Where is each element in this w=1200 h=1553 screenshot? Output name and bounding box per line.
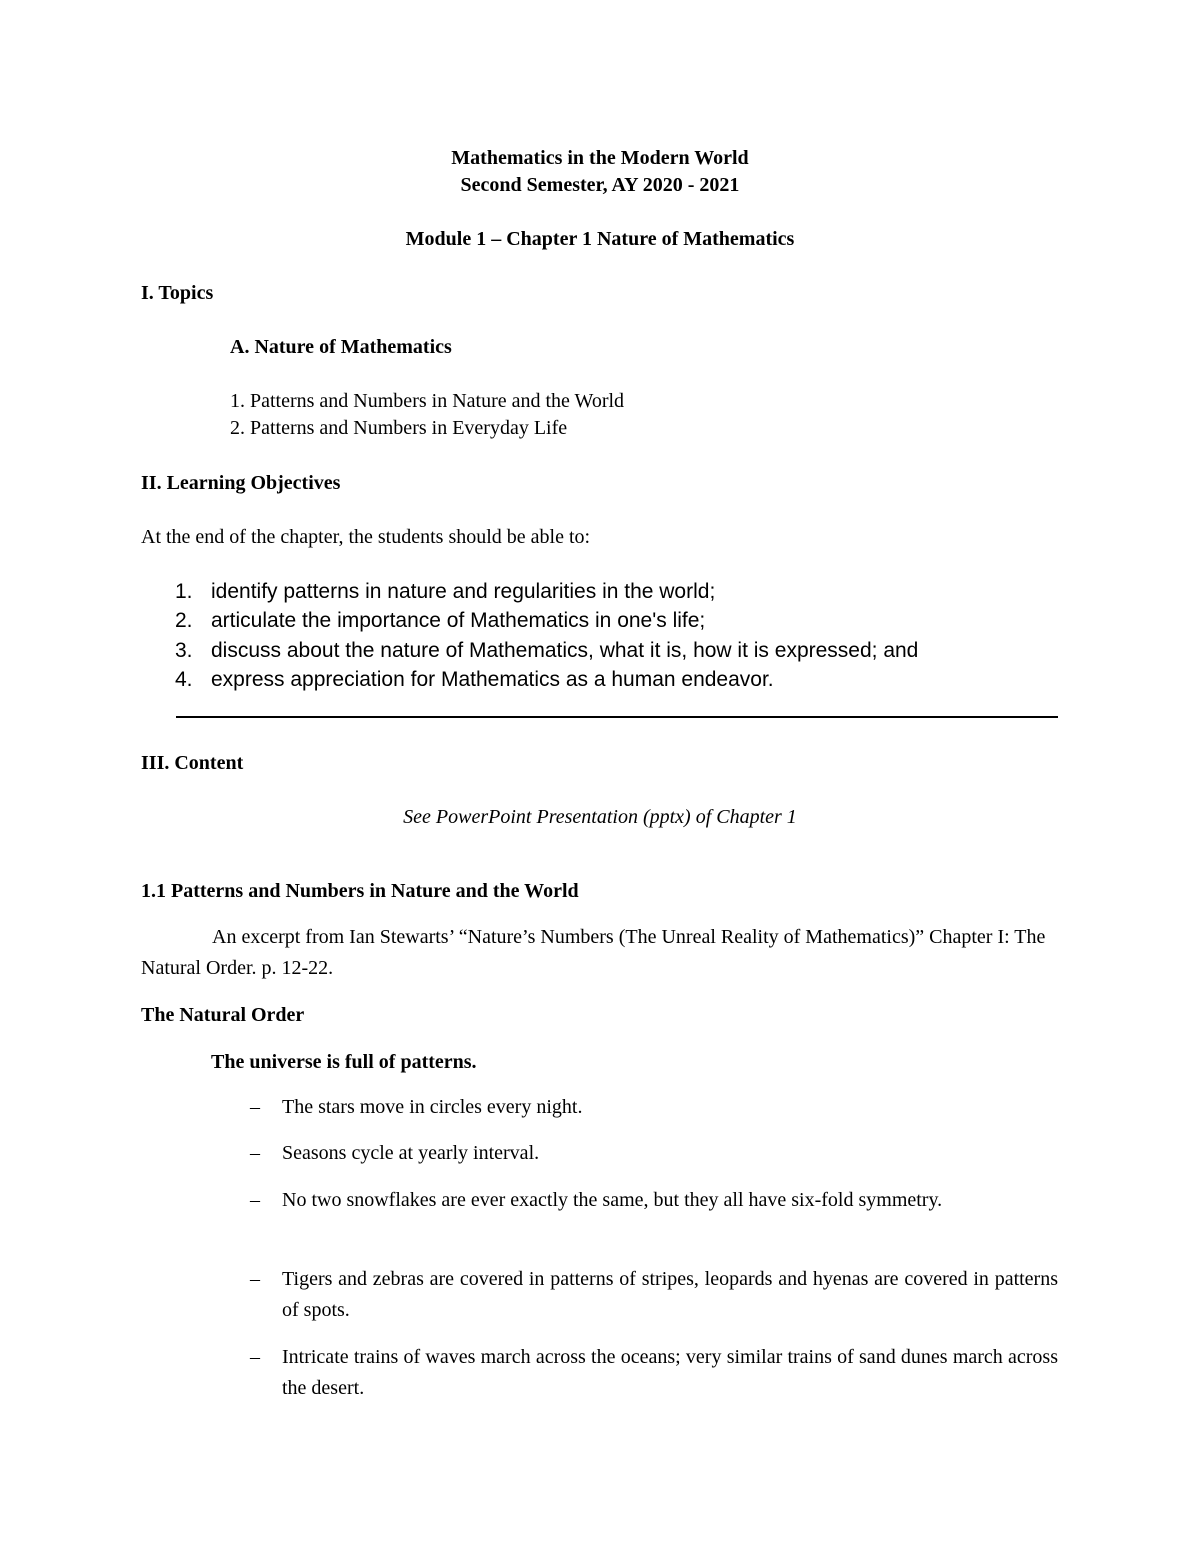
dash-marker: – [250, 1346, 260, 1368]
pattern-bullet [250, 1264, 1058, 1326]
bullet-text: Intricate trains of waves march across the oceans; very similar trains of sand dunes march across the desert. [282, 1346, 1058, 1399]
pattern-bullet [250, 1138, 1058, 1169]
topics-sub-heading: A. Nature of Mathematics [230, 336, 452, 358]
objective-text: express appreciation for Mathematics as a human endeavor. [211, 668, 774, 691]
objectives-intro: At the end of the chapter, the students should be able to: [141, 526, 591, 548]
dash-marker: – [250, 1189, 260, 1211]
objective-text: identify patterns in nature and regularities in the world; [211, 580, 716, 603]
course-title: Mathematics in the Modern World [451, 147, 749, 169]
module-title: Module 1 – Chapter 1 Nature of Mathematics [405, 228, 795, 250]
horizontal-rule [176, 716, 1058, 718]
objective-item [175, 639, 918, 663]
excerpt-paragraph: An excerpt from Ian Stewarts’ “Nature’s Numbers (The Unreal Reality of Mathematics)” Chapter I: The Natural Order. p. 12-22. [141, 926, 1046, 979]
section-heading: 1.1 Patterns and Numbers in Nature and the World [141, 880, 579, 902]
universe-heading: The universe is full of patterns. [211, 1051, 477, 1073]
objective-number: 2. [175, 609, 193, 632]
topic-item: 1. Patterns and Numbers in Nature and the World [230, 390, 625, 412]
objective-number: 1. [175, 580, 193, 603]
bullet-text: The stars move in circles every night. [282, 1096, 583, 1118]
objectives-heading: II. Learning Objectives [141, 472, 341, 494]
objective-item [175, 580, 715, 604]
bullet-text: No two snowflakes are ever exactly the same, but they all have six-fold symmetry. [282, 1189, 943, 1211]
semester-line: Second Semester, AY 2020 - 2021 [460, 174, 740, 196]
content-heading: III. Content [141, 752, 244, 774]
see-note: See PowerPoint Presentation (pptx) of Chapter 1 [403, 806, 797, 828]
topics-heading: I. Topics [141, 282, 214, 304]
dash-marker: – [250, 1268, 260, 1290]
topic-item: 2. Patterns and Numbers in Everyday Life [230, 417, 568, 439]
objective-item [175, 668, 774, 692]
natural-order-heading: The Natural Order [141, 1004, 305, 1026]
objective-number: 3. [175, 639, 193, 662]
objective-number: 4. [175, 668, 193, 691]
pattern-bullet [250, 1185, 1058, 1216]
objective-text: discuss about the nature of Mathematics, what it is, how it is expressed; and [211, 639, 919, 662]
pattern-bullet [250, 1342, 1058, 1404]
dash-marker: – [250, 1096, 260, 1118]
objective-text: articulate the importance of Mathematics in one's life; [211, 609, 706, 632]
dash-marker: – [250, 1142, 260, 1164]
bullet-text: Tigers and zebras are covered in patterns of stripes, leopards and hyenas are covered in patterns of spots. [282, 1268, 1058, 1321]
pattern-bullet [250, 1092, 1058, 1123]
bullet-text: Seasons cycle at yearly interval. [282, 1142, 540, 1164]
objective-item [175, 609, 705, 633]
